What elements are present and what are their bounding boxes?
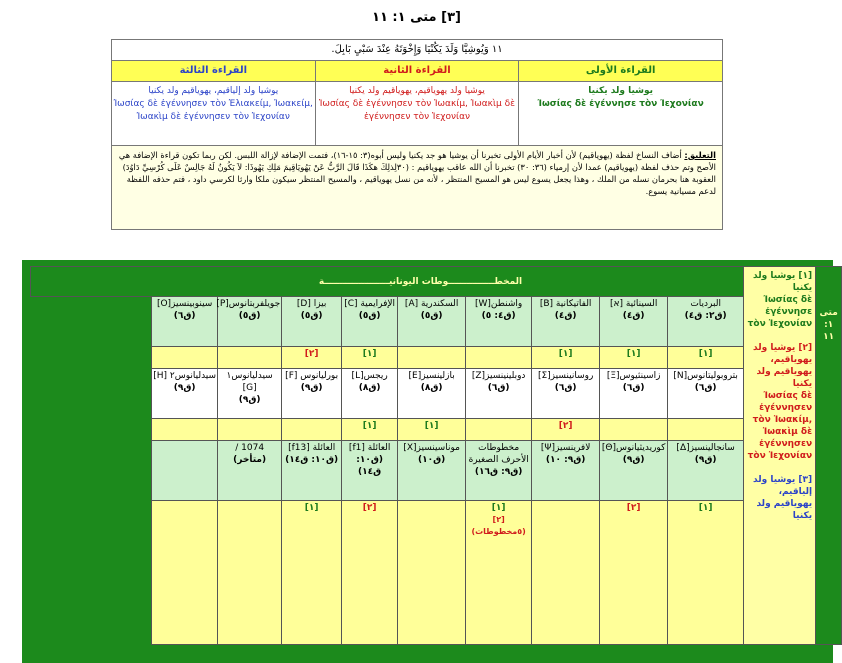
manuscript-date: (ق٥) — [358, 311, 381, 321]
manuscript-name: موناسينسيز[X] — [403, 443, 460, 453]
manuscript-name: بازلينسيز[E] — [408, 371, 455, 381]
manuscript-name: دوبلينينسيز[Z] — [471, 371, 526, 381]
reading-mark: [١] — [362, 349, 377, 359]
readings-body — [112, 82, 722, 146]
reading-mark-cell — [342, 347, 398, 369]
reading-mark-cell — [342, 501, 398, 645]
manuscript-name: البرديات — [690, 299, 721, 309]
reading-mark-cell — [668, 419, 744, 441]
reading-mark-cell — [152, 501, 218, 645]
manuscript-date: (ق٩) — [622, 455, 645, 465]
manuscript-cell — [532, 369, 600, 419]
readings-box — [111, 39, 723, 230]
manuscript-cell — [532, 297, 600, 347]
manuscript-cell — [152, 441, 218, 501]
reading-mark-cell — [398, 419, 466, 441]
reading-mark: [٢] — [558, 421, 573, 431]
manuscript-name: سيدليانوس١ [G] — [226, 371, 273, 393]
verse-ref-column: متى ١: ١١ — [816, 267, 842, 645]
manuscript-name: ريجس[L] — [351, 371, 388, 381]
reading-mark-cell — [282, 419, 342, 441]
manuscript-name: زاسينثيوس[Ξ] — [606, 371, 661, 381]
commentary-label: التعليق: — [684, 150, 716, 160]
reading-mark-extra: [٢](٥مخطوطات) — [471, 515, 526, 536]
manuscript-name: كوريديثيانوس[Θ] — [601, 443, 666, 453]
manuscript-name: العائلة [f1] — [348, 443, 391, 453]
reading-mark-cell — [342, 419, 398, 441]
reading-mark-cell — [466, 419, 532, 441]
reading-mark-cell — [466, 501, 532, 645]
reading-mark-cell — [282, 501, 342, 645]
reading-3-title: القراءة الثالثة — [179, 65, 248, 76]
manuscript-cell — [152, 297, 218, 347]
manuscript-cell — [218, 369, 282, 419]
reading-1-title: القراءة الأولى — [518, 61, 722, 81]
reading-mark: [١] — [491, 503, 506, 513]
reading-mark: [٢] — [304, 349, 319, 359]
manuscript-cell — [342, 297, 398, 347]
legend-3-arabic: [٣] يوشيا ولد إلياقيم، يهوياقيم ولد يكنيا — [753, 475, 813, 521]
reading-mark: [١] — [304, 503, 319, 513]
legend-2-greek: Ἰωσίας δὲ ἐγέννησεν τὸν Ἰωακίμ, Ἰωακὶμ δὲ ἐγέννησεν τὸν Ἰεχονίαν — [747, 391, 813, 461]
manuscript-date: (ق٤) — [622, 311, 645, 321]
manuscript-date: (ق٦) — [694, 383, 717, 393]
manuscript-date: (ق٦) — [487, 383, 510, 393]
manuscript-date: (ق٥) — [300, 311, 323, 321]
manuscript-cell — [342, 441, 398, 501]
manuscript-date: (ق٩: ق١٦) — [474, 467, 523, 477]
manuscript-date: (ق٩) — [238, 395, 261, 405]
manuscript-cell — [398, 369, 466, 419]
manuscript-name: مخطوطات الأحرف الصغيرة — [468, 443, 529, 465]
reading-mark-cell — [218, 419, 282, 441]
readings-header — [112, 61, 722, 82]
manuscript-name: السينائية [א] — [609, 299, 658, 309]
manuscript-date: (ق٦) — [173, 311, 196, 321]
reading-2-arabic: يوشيا ولد يهوياقيم، يهوياقيم ولد يكنيا — [349, 86, 485, 96]
reading-mark-cell — [600, 419, 668, 441]
reading-mark: [١] — [698, 503, 713, 513]
verse-text: ١١ وَيُوشِيَّا وَلَدَ يَكُنْيَا وَإِخْوَتَهُ عِنْدَ سَبْيِ بَابِلَ. — [112, 40, 722, 61]
manuscript-name: سانجالينسيز[Δ] — [676, 443, 735, 453]
manuscript-name: السكندرية [A] — [404, 299, 459, 309]
reading-mark: [١] — [558, 349, 573, 359]
manuscript-cell — [218, 297, 282, 347]
manuscript-date: (ق٥) — [238, 311, 261, 321]
reading-mark-cell — [600, 501, 668, 645]
reading-2-greek: Ἰωσίας δὲ ἐγέννησεν τὸν Ἰωακίμ, Ἰωακὶμ δὲ ἐγέννησεν τὸν Ἰεχονίαν — [319, 99, 515, 122]
manuscript-cell — [152, 369, 218, 419]
manuscript-cell — [218, 441, 282, 501]
manuscript-cell — [600, 369, 668, 419]
manuscript-date: (ق٩: ١٠) — [545, 455, 586, 465]
reading-mark-cell — [398, 347, 466, 369]
reading-1-arabic: يوشيا ولد يكنيا — [588, 86, 654, 96]
manuscripts-table — [30, 266, 842, 645]
manuscript-cell — [668, 297, 744, 347]
legend-1-arabic: [١] يوشيا ولد يكنيا — [753, 271, 813, 293]
reading-mark-cell — [218, 501, 282, 645]
commentary-text: أضاف النساخ لفظة (يهوياقيم) لأن أخبار الأيام الأولى تخبرنا أن يوشيا هو جد يكنيا وليس أبوه(٣: ١٥-١٦)، فتمت الإضافة لإزالة اللبس. لكن ربما تكون قراءة الإضافة هي الأصح وتم حذف لفظة (يهوياقيم) عمدا لأن إرمياء (٣٦: ٣٠) تخبرنا أن الله عاقب يهوياقيم : (٣٠لِذلِكَ هكَذَا قَالَ الرَّبُّ عَنْ يَهُويَاقِيمَ مَلِكِ يَهُوذَا: لاَ يَكُونُ لَهُ جَالِسٌ عَلَى كُرْسِيِّ دَاوُدَ) العقوبة هنا بحرمان نسله من الملك ، وهذا يجعل يسوع ليس هو المسيح المنتظر ، لأنه من نسل يهوياقيم ، والمسيح المنتظر سيكون ملكا وارثا لكرسي داود ، فتم حذفه اللفظة لدعم مسيانية يسوع. — [118, 150, 716, 196]
manuscript-name: الإفرايمية [C] — [344, 299, 396, 309]
manuscript-cell — [466, 441, 532, 501]
manuscript-name: روسانينسيز[Σ] — [537, 371, 594, 381]
manuscript-date: (ق١٠: ق١٤) — [356, 455, 384, 477]
manuscript-cell — [342, 369, 398, 419]
manuscript-cell — [466, 297, 532, 347]
manuscript-cell — [282, 369, 342, 419]
manuscripts-panel — [22, 260, 838, 663]
reading-mark-cell — [600, 347, 668, 369]
manuscript-name: بيزا [D] — [296, 299, 327, 309]
manuscript-cell — [398, 441, 466, 501]
manuscript-date: (ق٩) — [173, 383, 196, 393]
manuscript-cell — [668, 441, 744, 501]
reading-mark-cell — [398, 501, 466, 645]
reading-3-greek: Ἰωσίας δὲ ἐγέννησεν τὸν Ἐλιακείμ, Ἰωακείμ, Ἰωακὶμ δὲ ἐγέννησεν τὸν Ἰεχονίαν — [113, 99, 313, 122]
manuscript-date: (ق٥) — [420, 311, 443, 321]
manuscript-name: 1074 / — [235, 443, 265, 453]
reading-mark-cell — [532, 419, 600, 441]
manuscript-date: (ق٤: ٥) — [481, 311, 516, 321]
manuscript-cell — [282, 441, 342, 501]
manuscript-date: (ق١٠) — [417, 455, 446, 465]
reading-mark-cell — [668, 347, 744, 369]
manuscript-name: الفاتيكانية [B] — [539, 299, 592, 309]
manuscript-name: سينوبينسيز[O] — [156, 299, 213, 309]
reading-mark-cell — [218, 347, 282, 369]
reading-1 — [518, 82, 722, 145]
reading-mark-cell — [668, 501, 744, 645]
manuscript-cell — [668, 369, 744, 419]
manuscript-date: (ق٤) — [554, 311, 577, 321]
reading-mark-cell — [466, 347, 532, 369]
manuscript-date: (ق٦) — [622, 383, 645, 393]
page-heading: [٣] متى ١: ١١ — [372, 10, 461, 25]
reading-1-greek: Ἰωσίας δὲ ἐγέννησε τὸν Ἰεχονίαν — [537, 99, 704, 109]
reading-mark-cell — [532, 347, 600, 369]
reading-mark-cell — [152, 347, 218, 369]
reading-2-title: القراءة الثانية — [315, 61, 519, 81]
legend-2-arabic: [٢] يوشيا ولد يهوياقيم، يهوياقيم ولد يكنيا — [753, 343, 813, 389]
reading-mark: [١] — [626, 349, 641, 359]
manuscript-name: العائلة [f13] — [288, 443, 336, 453]
reading-mark: [٢] — [626, 503, 641, 513]
reading-mark-cell — [282, 347, 342, 369]
reading-mark-cell — [532, 501, 600, 645]
manuscript-cell — [600, 297, 668, 347]
reading-mark: [١] — [362, 421, 377, 431]
reading-3 — [112, 82, 315, 145]
legend-1-greek: Ἰωσίας δὲ ἐγέννησε τὸν Ἰεχονίαν — [747, 295, 813, 329]
reading-2 — [315, 82, 519, 145]
reading-mark: [١] — [424, 421, 439, 431]
manuscript-date: (ق٢: ق٤) — [684, 311, 727, 321]
manuscript-date: (ق٩) — [694, 455, 717, 465]
manuscript-name: جويلفربتانوس[P] — [216, 299, 281, 309]
manuscript-date: (ق٨) — [420, 383, 443, 393]
manuscript-date: (ق١٠: ق١٤) — [285, 455, 339, 465]
manuscript-name: بورليانوس [F] — [285, 371, 339, 381]
reading-mark-cell — [152, 419, 218, 441]
reading-mark: [٢] — [362, 503, 377, 513]
manuscript-cell — [532, 441, 600, 501]
commentary — [112, 146, 722, 200]
manuscript-name: لافرينسيز[Ψ] — [540, 443, 591, 453]
manuscript-name: واشنطن[W] — [475, 299, 523, 309]
reading-3-arabic: يوشيا ولد إلياقيم، يهوياقيم ولد يكنيا — [148, 86, 279, 96]
manuscript-name: بتروبوليتانوس[N] — [673, 371, 738, 381]
manuscript-date: (ق٨) — [358, 383, 381, 393]
manuscript-date: (ق٦) — [554, 383, 577, 393]
reading-mark-note: (٥مخطوطات) — [471, 527, 526, 536]
manuscript-cell — [466, 369, 532, 419]
manuscript-cell — [398, 297, 466, 347]
manuscript-cell — [600, 441, 668, 501]
manuscript-date: (ق٩) — [300, 383, 323, 393]
table-title: المخطـــــــــــــــوطات اليونانيـــــــــــــــــــــة — [31, 267, 744, 297]
reading-mark: [١] — [698, 349, 713, 359]
manuscript-cell — [282, 297, 342, 347]
manuscript-date: (متأخر) — [233, 455, 267, 465]
manuscript-name: سيدليانوس٢ [H] — [153, 371, 217, 381]
readings-legend — [744, 267, 816, 645]
